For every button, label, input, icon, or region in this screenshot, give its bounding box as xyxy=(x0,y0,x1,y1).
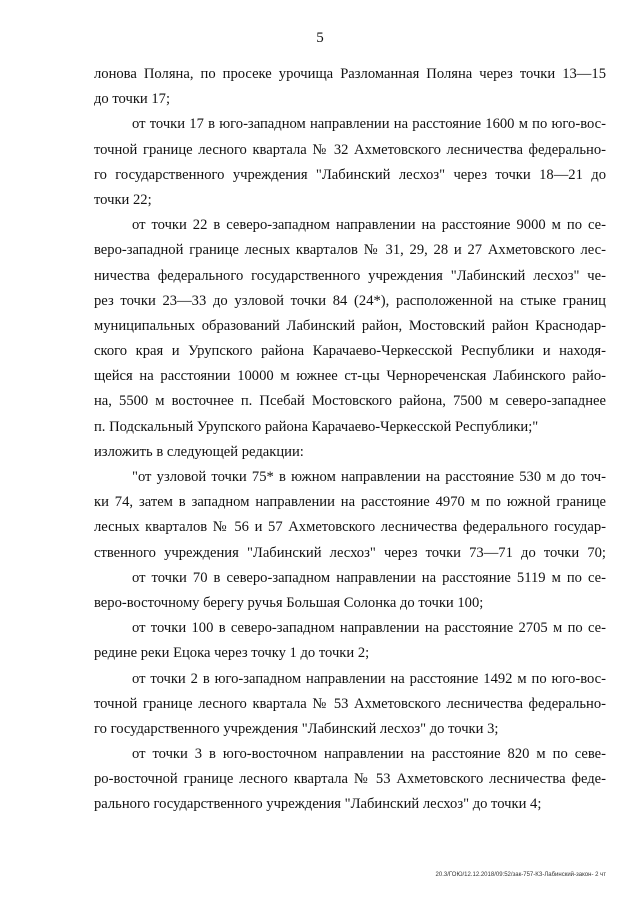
text-line: изложить в следующей редакции: xyxy=(94,443,304,460)
text-line: от точки 17 в юго-западном направлении на расстояние 1600 м по юго-вос- xyxy=(132,116,606,133)
text-line: рального государственного учреждения "Лабинский лесхоз" до точки 4; xyxy=(94,796,542,813)
text-line: лонова Поляна, по просеке урочища Разломанная Поляна через точки 13—15 xyxy=(94,66,606,82)
text-line: от точки 2 в юго-западном направлении на расстояние 1492 м по юго-вос- xyxy=(132,670,606,687)
text-line: ничества федерального государственного учреждения "Лабинский лесхоз" че- xyxy=(94,267,606,284)
text-line: точки 22; xyxy=(94,191,152,208)
text-line: го государственного учреждения "Лабинский лесхоз" до точки 3; xyxy=(94,720,499,737)
text-line: точной границе лесного квартала № 53 Ахметовского лесничества федерально- xyxy=(94,695,606,712)
document-body xyxy=(94,62,606,818)
text-line: веро-восточному берегу ручья Большая Солонка до точки 100; xyxy=(94,594,484,611)
text-line: на, 5500 м восточнее п. Псебай Мостовского района, 7500 м северо-западнее xyxy=(94,393,606,410)
text-line: ственного учреждения "Лабинский лесхоз" через точки 73—71 до точки 70; xyxy=(94,544,606,561)
text-line: лесных кварталов № 56 и 57 Ахметовского лесничества федерального государ- xyxy=(94,519,606,536)
text-line: ки 74, затем в западном направлении на расстояние 4970 м по южной границе xyxy=(94,494,606,511)
text-line: точной границе лесного квартала № 32 Ахметовского лесничества федерально- xyxy=(94,141,606,158)
text-line: ро-восточной границе лесного квартала № 53 Ахметовского лесничества феде- xyxy=(94,771,606,788)
text-line: го государственного учреждения "Лабинский лесхоз" через точки 18—21 до xyxy=(94,166,606,183)
text-line: от точки 3 в юго-восточном направлении на расстояние 820 м по севе- xyxy=(132,746,606,763)
text-line: рез точки 23—33 до узловой точки 84 (24*), расположенной на стыке границ xyxy=(94,292,606,309)
text-line: п. Подскальный Урупского района Карачаево-Черкесской Республики;" xyxy=(94,418,539,435)
text-line: муниципальных образований Лабинский район, Мостовский район Краснодар- xyxy=(94,317,606,334)
text-line: от точки 22 в северо-западном направлении на расстояние 9000 м по се- xyxy=(132,217,606,234)
text-line: от точки 100 в северо-западном направлении на расстояние 2705 м по се- xyxy=(132,620,606,637)
text-line: до точки 17; xyxy=(94,91,171,108)
text-line: от точки 70 в северо-западном направлении на расстояние 5119 м по се- xyxy=(132,569,606,586)
text-line: "от узловой точки 75* в южном направлении на расстояние 530 м до точ- xyxy=(132,469,606,485)
text-line: веро-западной границе лесных кварталов № 31, 29, 28 и 27 Ахметовского лес- xyxy=(94,242,606,259)
text-line: редине реки Ецока через точку 1 до точки 2; xyxy=(94,645,370,662)
page-number: 5 xyxy=(316,30,324,46)
text-line: щейся на расстоянии 10000 м южнее ст-цы Черноречeнская Лабинского райо- xyxy=(94,368,606,385)
document-footer-code: 20.3/ГОЮ/12.12.2018/09:52/зак-757-КЗ-Лабинский-закон- 2 чт xyxy=(435,872,606,878)
text-line: ского края и Урупского района Карачаево-Черкесской Республики и находя- xyxy=(94,343,606,360)
